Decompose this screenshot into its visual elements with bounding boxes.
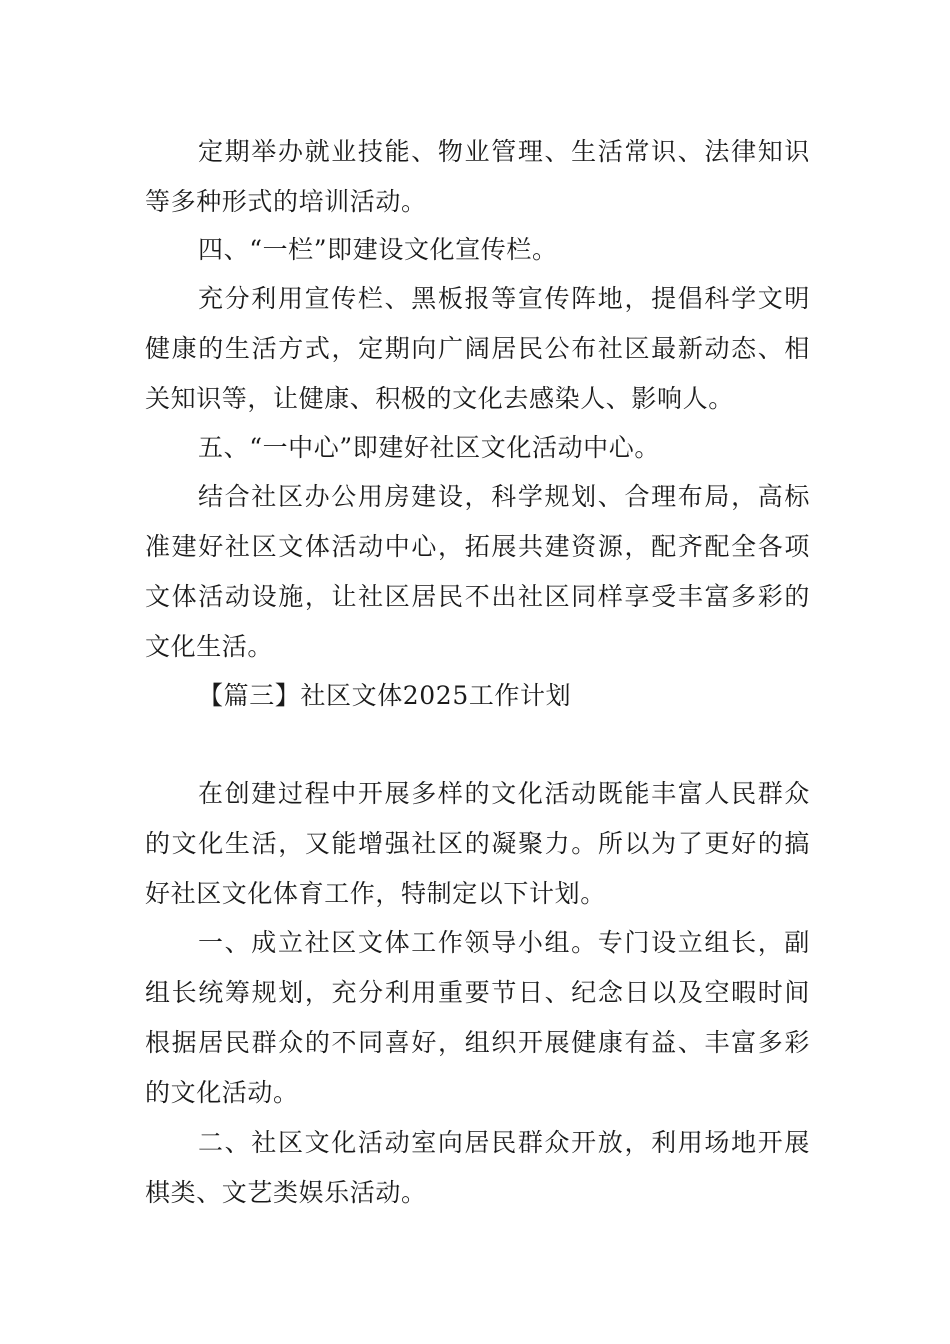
paragraph-leadership-group: 一、成立社区文体工作领导小组。专门设立组长，副组长统筹规划，充分利用重要节日、纪念日以及空暇时间根据居民群众的不同喜好，组织开展健康有益、丰富多彩的文化活动。 <box>145 928 810 1107</box>
paragraph-activity-center: 结合社区办公用房建设，科学规划、合理布局，高标准建好社区文体活动中心，拓展共建资源，配齐配全各项文体活动设施，让社区居民不出社区同样享受丰富多彩的文化生活。 <box>145 482 810 661</box>
paragraph-training-activities: 定期举办就业技能、物业管理、生活常识、法律知识等多种形式的培训活动。 <box>145 137 810 216</box>
paragraph-activity-room: 二、社区文化活动室向居民群众开放，利用场地开展棋类、文艺类娱乐活动。 <box>145 1128 810 1207</box>
paragraph-publicity-board: 充分利用宣传栏、黑板报等宣传阵地，提倡科学文明健康的生活方式，定期向广阔居民公布社区最新动态、相关知识等，让健康、积极的文化去感染人、影响人。 <box>145 284 810 413</box>
paragraph-introduction: 在创建过程中开展多样的文化活动既能丰富人民群众的文化生活，又能增强社区的凝聚力。所以为了更好的搞好社区文化体育工作，特制定以下计划。 <box>145 779 810 908</box>
section-heading-activity-center: 五、“一中心”即建好社区文化活动中心。 <box>198 433 660 462</box>
section-heading-publicity-board: 四、“一栏”即建设文化宣传栏。 <box>198 235 558 264</box>
article-title-part-three: 【篇三】社区文体2025工作计划 <box>198 681 572 710</box>
